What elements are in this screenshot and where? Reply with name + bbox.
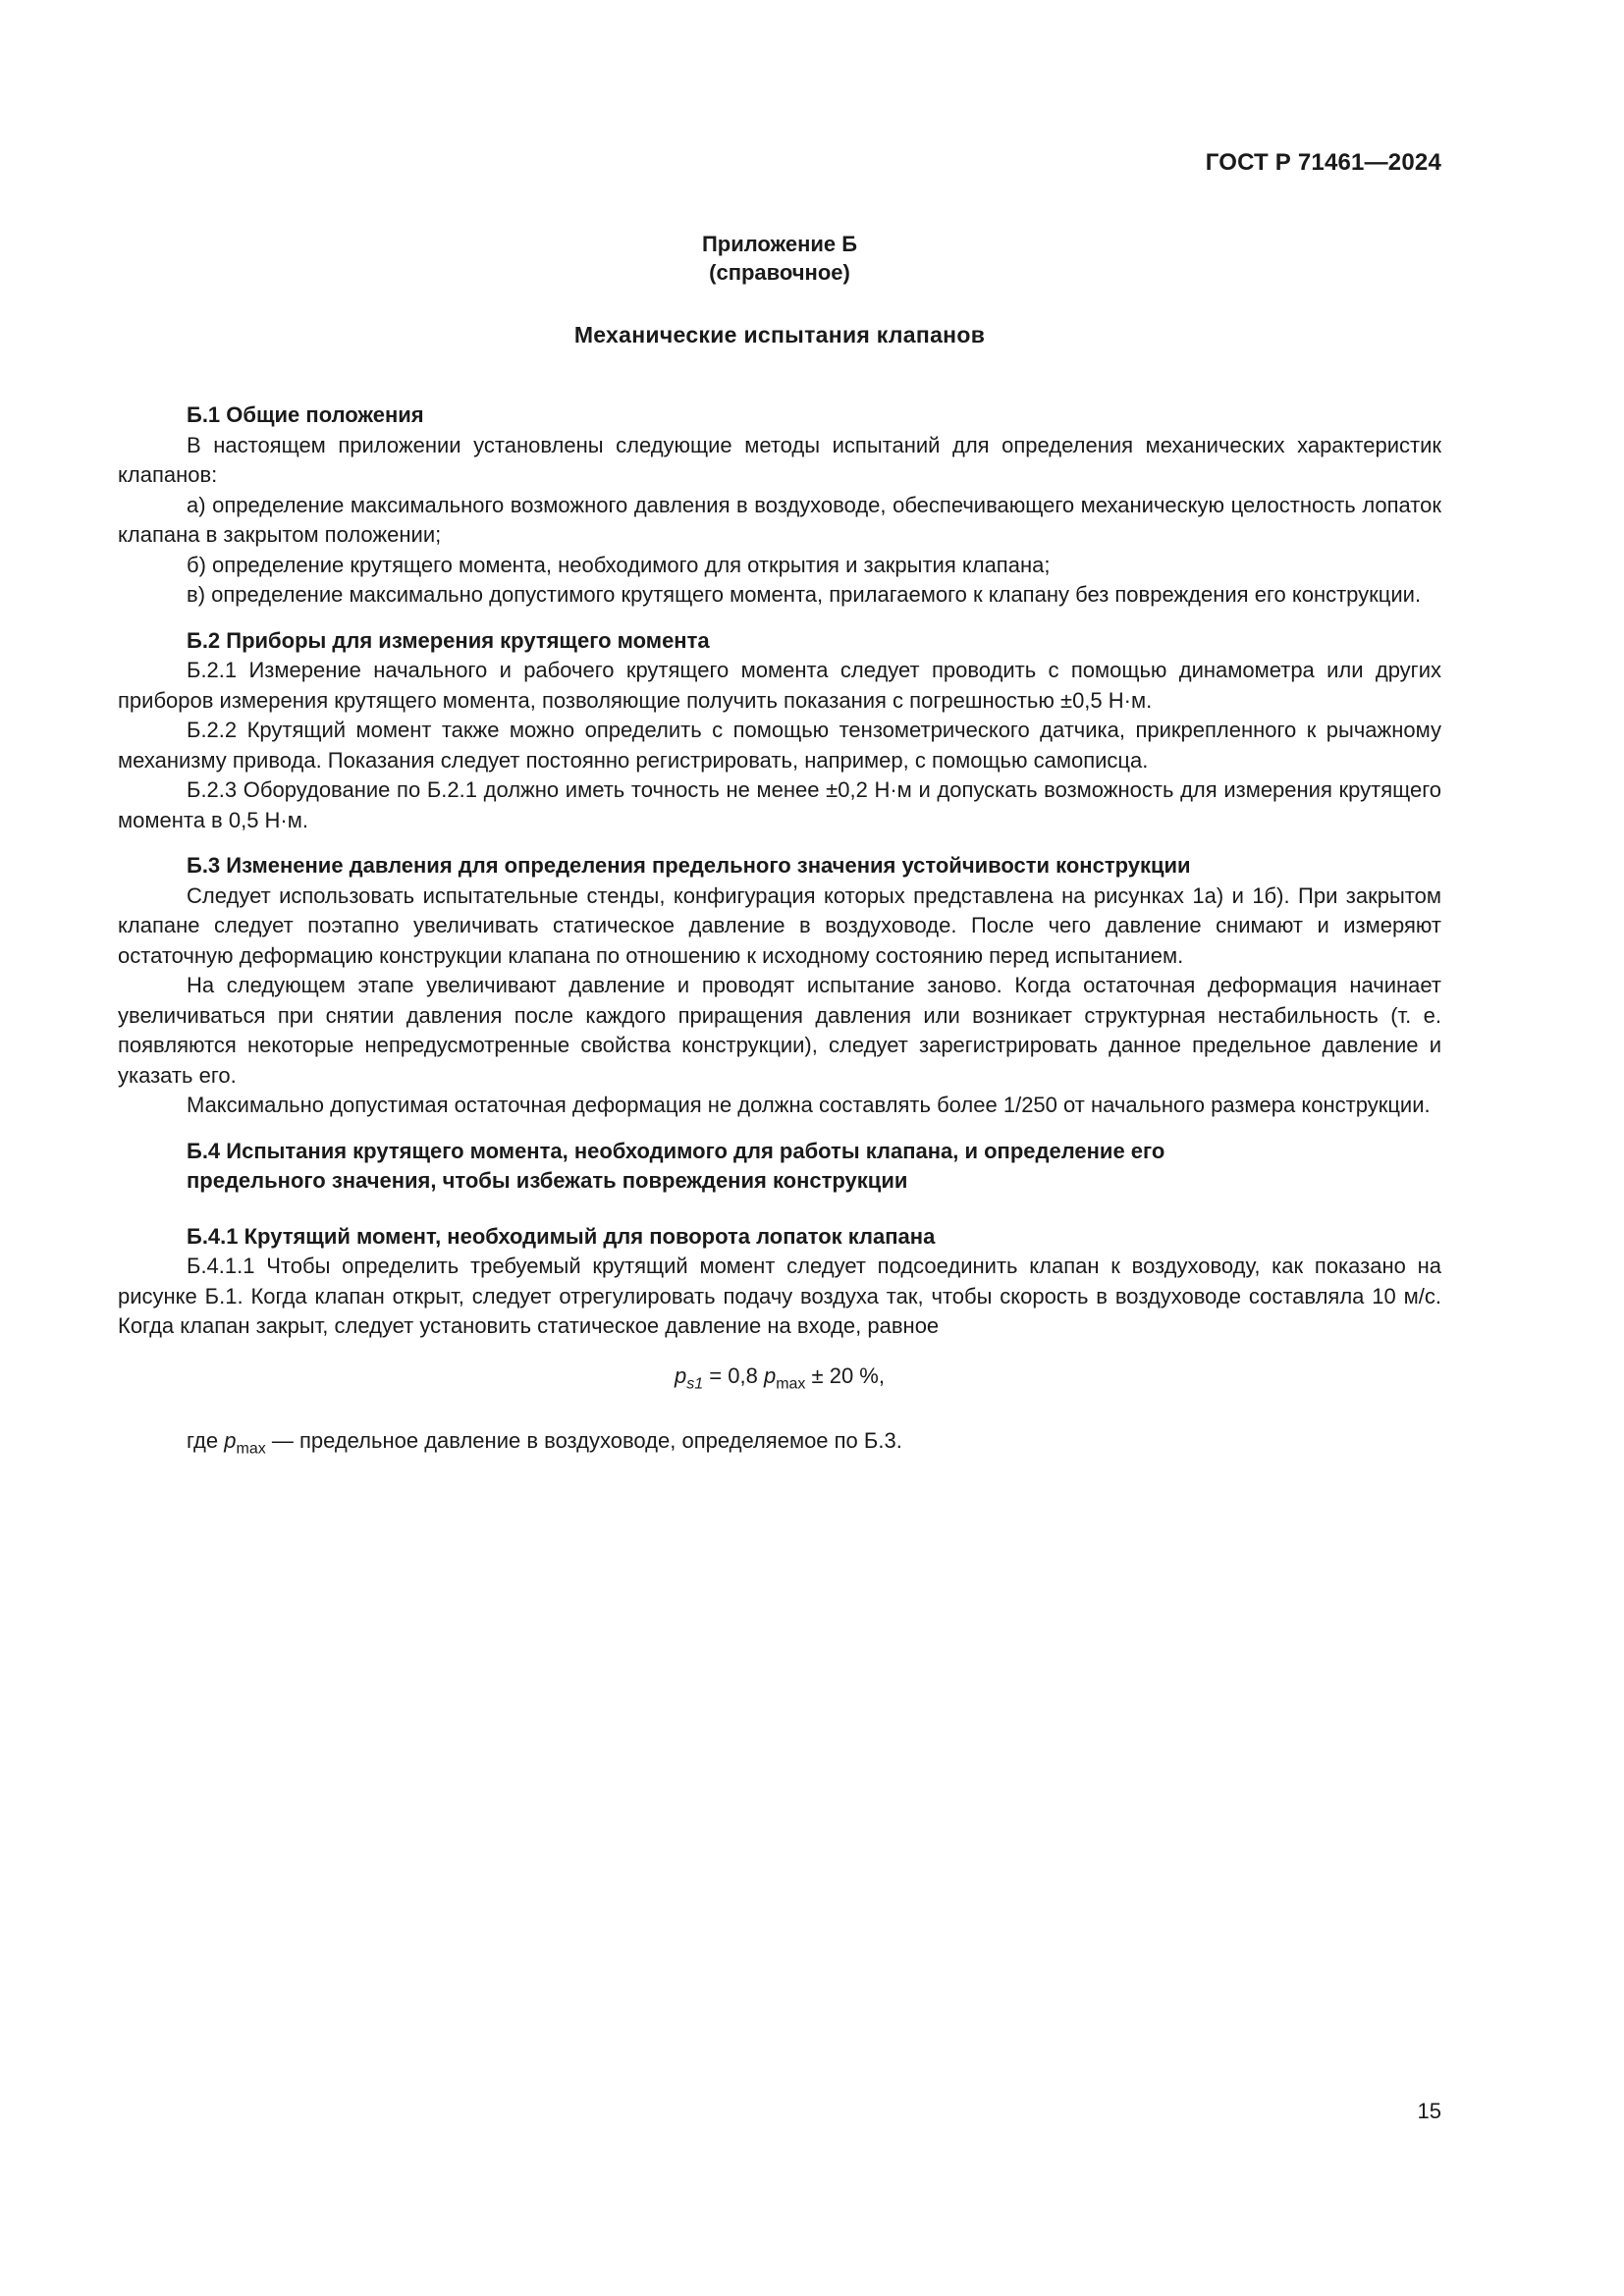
section-b4-heading-line1: Б.4 Испытания крутящего момента, необходимого для работы клапана, и определение его bbox=[187, 1138, 1165, 1163]
paragraph: Б.2.2 Крутящий момент также можно определить с помощью тензометрического датчика, прикрепленного к рычажному механизму привода. Показания следует постоянно регистрировать, например, с помощью самописца. bbox=[118, 718, 1441, 773]
paragraph: Максимально допустимая остаточная деформация не должна составлять более 1/250 от начального размера конструкции. bbox=[187, 1093, 1431, 1117]
list-item-a: а) определение максимального возможного давления в воздуховоде, обеспечивающего механическую целостность лопаток клапана в закрытом положении; bbox=[118, 492, 1441, 547]
annex-heading bbox=[118, 230, 1441, 287]
formula bbox=[118, 1362, 1441, 1400]
section-b2-heading: Б.2 Приборы для измерения крутящего момента bbox=[187, 627, 710, 653]
section-b41-heading: Б.4.1 Крутящий момент, необходимый для поворота лопаток клапана bbox=[187, 1223, 936, 1249]
document-code: ГОСТ Р 71461—2024 bbox=[1205, 149, 1441, 176]
paragraph: Б.2.1 Измерение начального и рабочего крутящего момента следует проводить с помощью динамометра или других приборов измерения крутящего момента, позволяющие получить показания с погрешностью ±0,5 Н·м. bbox=[118, 658, 1441, 713]
formula-rhs-sub: max bbox=[776, 1374, 806, 1392]
list-item-c: в) определение максимально допустимого крутящего момента, прилагаемого к клапану без повреждения его конструкции. bbox=[187, 582, 1422, 607]
list-item-b: б) определение крутящего момента, необходимого для открытия и закрытия клапана; bbox=[187, 552, 1051, 577]
where-sub: max bbox=[236, 1440, 266, 1458]
document-page bbox=[118, 0, 1441, 2296]
page-number: 15 bbox=[1417, 2099, 1441, 2123]
formula-tail: ± 20 %, bbox=[805, 1362, 885, 1388]
formula-lhs-sub: s1 bbox=[686, 1374, 704, 1392]
where-var: p bbox=[224, 1428, 237, 1454]
paragraph: В настоящем приложении установлены следующие методы испытаний для определения механических характеристик клапанов: bbox=[118, 432, 1441, 487]
annex-type: (справочное) bbox=[709, 260, 850, 285]
section-b3-heading: Б.3 Изменение давления для определения предельного значения устойчивости конструкции bbox=[187, 853, 1191, 878]
paragraph: На следующем этапе увеличивают давление и проводят испытание заново. Когда остаточная деформация начинает увеличиваться при снятии давления после каждого приращения давления или возникает структурная нестабильность (т. е. появляются некоторые непредусмотренные свойства конструкции), следует зарегистрировать данное предельное давление и указать его. bbox=[118, 973, 1441, 1088]
formula-rhs-var: p bbox=[763, 1362, 777, 1388]
paragraph: Б.4.1.1 Чтобы определить требуемый крутящий момент следует подсоединить клапан к воздуховоду, как показано на рисунке Б.1. Когда клапан открыт, следует отрегулировать подачу воздуха так, чтобы скорость в воздуховоде составляла 10 м/с. Когда клапан закрыт, следует установить статическое давление на входе, равное bbox=[118, 1254, 1441, 1338]
formula-lhs-var: p bbox=[675, 1362, 687, 1388]
annex-label: Приложение Б bbox=[701, 232, 858, 256]
where-prefix: где bbox=[187, 1428, 225, 1454]
paragraph: Следует использовать испытательные стенды, конфигурация которых представлена на рисунках 1а) и 1б). При закрытом клапане следует поэтапно увеличивать статическое давление в воздуховоде. После чего давление снимают и измеряют остаточную деформацию конструкции клапана по отношению к исходному состоянию перед испытанием. bbox=[118, 882, 1441, 968]
section-b4-heading bbox=[118, 1137, 1441, 1197]
section-b4-heading-line2: предельного значения, чтобы избежать повреждения конструкции bbox=[187, 1168, 908, 1193]
section-b1-heading: Б.1 Общие положения bbox=[187, 402, 424, 427]
annex-title: Механические испытания клапанов bbox=[573, 322, 986, 347]
document-body bbox=[118, 400, 1441, 1465]
where-text: — предельное давление в воздуховоде, определяемое по Б.3. bbox=[265, 1428, 902, 1454]
formula-explanation bbox=[118, 1426, 1441, 1465]
paragraph: Б.2.3 Оборудование по Б.2.1 должно иметь точность не менее ±0,2 Н·м и допускать возможность для измерения крутящего момента в 0,5 Н·м. bbox=[118, 777, 1441, 832]
formula-coef: = 0,8 bbox=[703, 1362, 764, 1388]
